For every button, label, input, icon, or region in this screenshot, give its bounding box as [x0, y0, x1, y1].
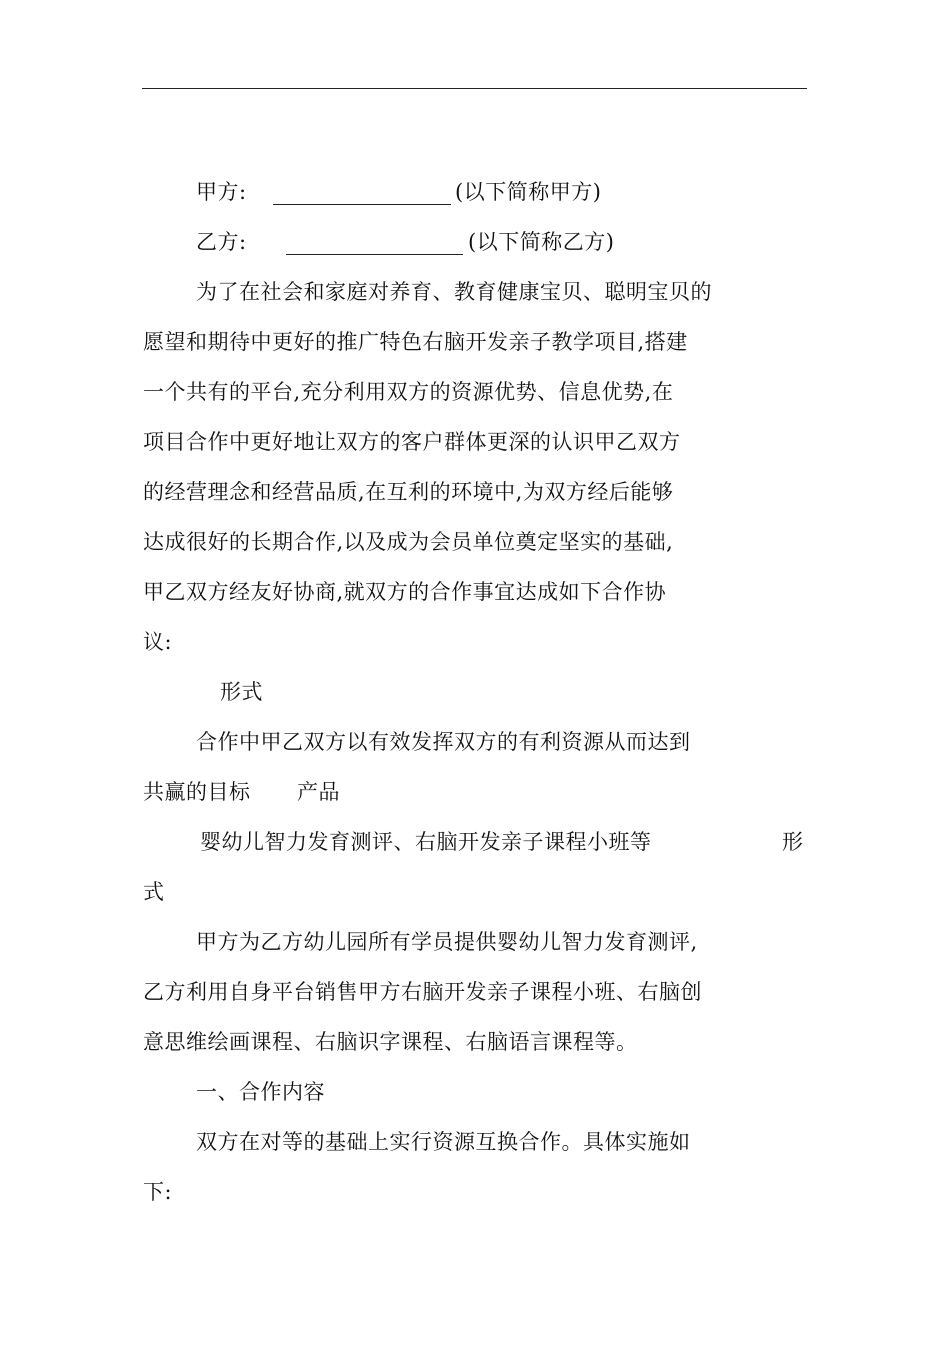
products-line: 婴幼儿智力发育测评、右脑开发亲子课程小班等 — [200, 830, 652, 854]
party-b-suffix: (以下简称乙方) — [468, 230, 615, 254]
section-1-line: 下: — [143, 1180, 173, 1204]
form-desc-line: 甲方为乙方幼儿园所有学员提供婴幼儿智力发育测评, — [196, 930, 698, 954]
cooperation-line: 共赢的目标 — [143, 780, 251, 804]
preamble-line: 达成很好的长期合作,以及成为会员单位奠定坚实的基础, — [143, 530, 674, 554]
form-heading: 形式 — [220, 680, 263, 704]
preamble-line: 的经营理念和经营品质,在互利的环境中,为双方经后能够 — [143, 480, 674, 504]
party-a-suffix: (以下简称甲方) — [455, 180, 602, 204]
preamble-line: 一个共有的平台,充分利用双方的资源优势、信息优势,在 — [143, 380, 674, 404]
product-heading: 产品 — [297, 780, 340, 804]
party-a-blank[interactable] — [273, 204, 451, 205]
preamble-line: 项目合作中更好地让双方的客户群体更深的认识甲乙双方 — [143, 430, 681, 454]
form-desc-line: 乙方利用自身平台销售甲方右脑开发亲子课程小班、右脑创 — [143, 980, 702, 1004]
header-rule — [142, 88, 807, 89]
form-heading-2b: 式 — [143, 880, 165, 904]
cooperation-line: 合作中甲乙双方以有效发挥双方的有利资源从而达到 — [196, 730, 691, 754]
form-desc-line: 意思维绘画课程、右脑识字课程、右脑语言课程等。 — [143, 1030, 638, 1054]
party-b-label: 乙方: — [196, 230, 247, 254]
section-1-line: 双方在对等的基础上实行资源互换合作。具体实施如 — [196, 1130, 691, 1154]
preamble-line: 议: — [143, 630, 173, 654]
preamble-line: 愿望和期待中更好的推广特色右脑开发亲子教学项目,搭建 — [143, 330, 688, 354]
section-1-title: 一、合作内容 — [196, 1080, 325, 1104]
form-heading-2a: 形 — [782, 830, 804, 854]
party-b-blank[interactable] — [286, 254, 463, 255]
preamble-line: 为了在社会和家庭对养育、教育健康宝贝、聪明宝贝的 — [196, 280, 712, 304]
party-a-label: 甲方: — [196, 180, 247, 204]
preamble-line: 甲乙双方经友好协商,就双方的合作事宜达成如下合作协 — [143, 580, 667, 604]
